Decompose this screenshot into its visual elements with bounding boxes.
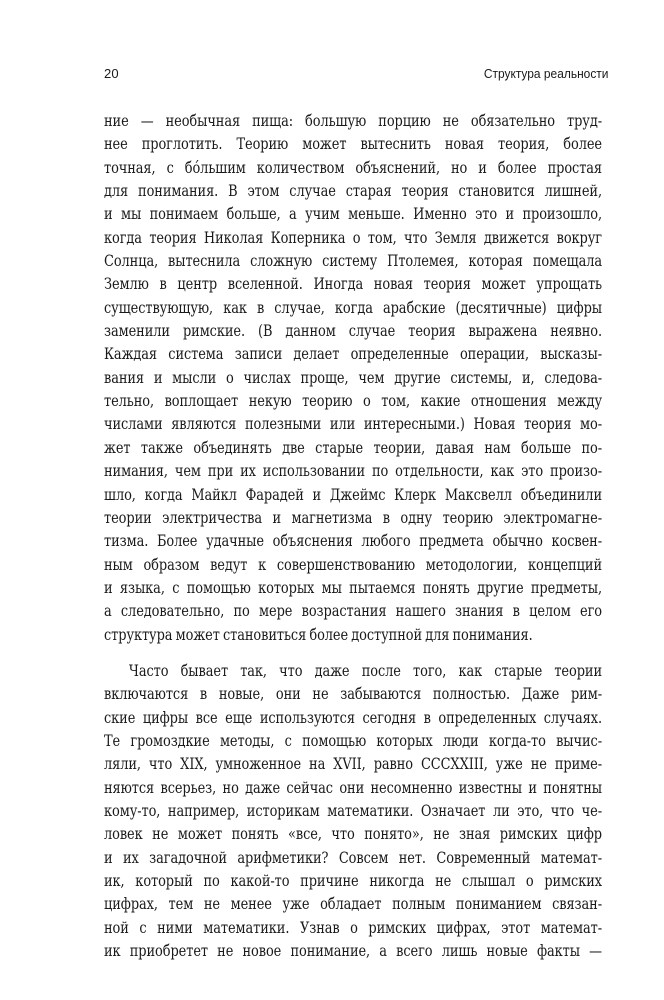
text-line: ик приобретет не новое понимание, а всего лишь новые факты — bbox=[104, 942, 602, 961]
text-line: вания и мысли о числах проще, чем другие системы, и, следова- bbox=[104, 368, 602, 387]
text-line: Часто бывает так, что даже после того, как старые теории bbox=[128, 661, 602, 680]
page-number: 20 bbox=[104, 66, 119, 81]
text-line: шло, когда Майкл Фарадей и Джеймс Клерк Максвелл объединили bbox=[104, 485, 602, 504]
text-line: тизма. Более удачные объяснения любого предмета обычно косвен- bbox=[104, 532, 602, 551]
running-head: Структура реальности bbox=[483, 66, 608, 81]
text-line: нее проглотить. Теорию может вытеснить новая теория, более bbox=[104, 135, 602, 154]
text-line: Каждая система записи делает определенные операции, высказы- bbox=[104, 345, 602, 364]
text-line: Солнца, вытеснила сложную систему Птолемея, которая помещала bbox=[104, 252, 602, 271]
text-line: и мы понимаем больше, а учим меньше. Именно это и произошло, bbox=[104, 205, 602, 224]
body-text bbox=[104, 110, 602, 963]
text-line: ние — необычная пища: большую порцию не обязательно труд- bbox=[104, 112, 602, 130]
text-line: структура может становиться более доступной для понимания. bbox=[104, 625, 533, 644]
text-line: существующую, как в случае, когда арабские (десятичные) цифры bbox=[104, 298, 602, 317]
text-line: тельно, воплощает некую теорию о том, какие отношения между bbox=[104, 392, 602, 411]
text-line: цифрах, тем не менее уже обладает полным пониманием связан- bbox=[104, 895, 602, 914]
text-line: няются всерьез, но даже сейчас они несомненно известны и понятны bbox=[104, 778, 602, 797]
text-line: заменили римские. (В данном случае теория выражена неявно. bbox=[104, 322, 602, 341]
paragraph-gap bbox=[104, 647, 602, 660]
text-line: Те громоздкие методы, с помощью которых люди когда-то вычис- bbox=[104, 731, 602, 750]
text-line: ловек не может понять «все, что понято», не зная римских цифр bbox=[104, 825, 602, 844]
text-line: когда теория Николая Коперника о том, что Земля движется вокруг bbox=[104, 228, 602, 247]
paragraph-1 bbox=[104, 110, 602, 647]
text-line: жет также объединять две старые теории, давая нам больше по- bbox=[104, 438, 602, 457]
text-line: теории электричества и магнетизма в одну теорию электромагне- bbox=[104, 508, 602, 527]
text-line: ной с ними математики. Узнав о римских цифрах, этот математ- bbox=[104, 918, 602, 937]
text-line: ские цифры все еще используются сегодня в определенных случаях. bbox=[104, 708, 602, 727]
text-line: ным образом ведут к совершенствованию методологии, концепций bbox=[104, 555, 602, 574]
text-line: ляли, что XIX, умноженное на XVII, равно CCCXXIII, уже не приме- bbox=[104, 755, 602, 774]
text-line: для понимания. В этом случае старая теория становится лишней, bbox=[104, 182, 602, 201]
text-line: включаются в новые, они не забываются полностью. Даже рим- bbox=[104, 685, 602, 704]
text-line: ик, который по какой-то причине никогда не слышал о римских bbox=[104, 872, 602, 890]
text-line: кому-то, например, историкам математики. Означает ли это, что че- bbox=[104, 801, 602, 820]
text-line: числами являются полезными или интересными.) Новая теория мо- bbox=[104, 415, 602, 434]
text-line: а следовательно, по мере возрастания нашего знания в целом его bbox=[104, 602, 602, 621]
text-line: и языка, с помощью которых мы пытаемся понять другие предметы, bbox=[104, 578, 602, 597]
text-line: нимания, чем при их использовании по отдельности, как это произо- bbox=[104, 462, 602, 481]
paragraph-2 bbox=[104, 660, 602, 963]
text-line: точная, с бо́льшим количеством объяснений, но и более простая bbox=[104, 158, 602, 177]
text-line: и их загадочной арифметики? Совсем нет. Современный математ- bbox=[104, 848, 602, 867]
text-line: Землю в центр вселенной. Иногда новая теория может упрощать bbox=[104, 275, 602, 294]
